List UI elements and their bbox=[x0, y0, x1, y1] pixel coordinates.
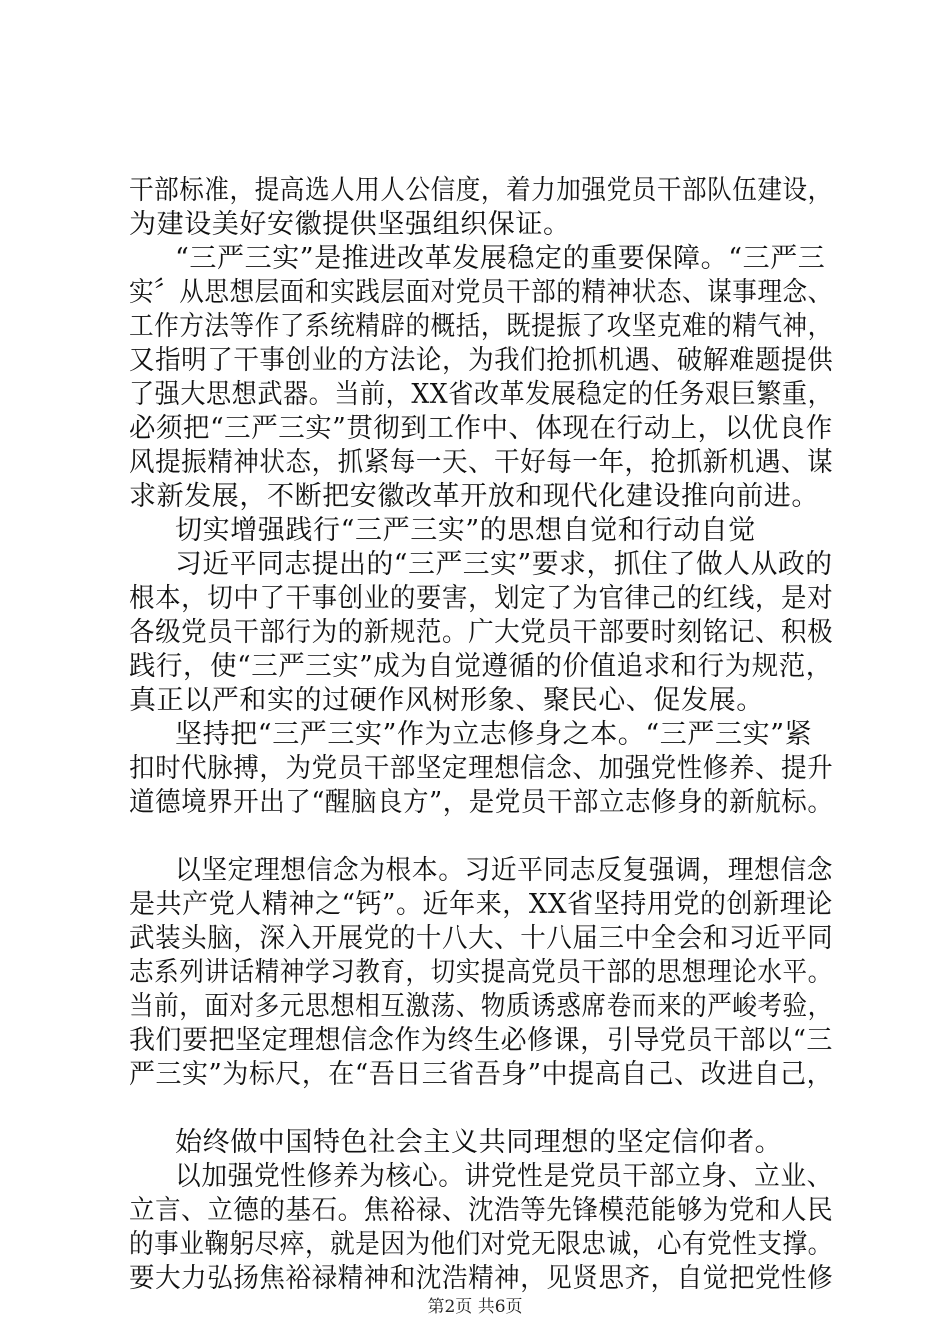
text-line: “三严三实”是推进改革发展稳定的重要保障。“三严三 bbox=[175, 243, 826, 274]
text-line: 我们要把坚定理想信念作为终生必修课，引导党员干部以“三 bbox=[129, 1025, 833, 1056]
text-line: 干部标准，提高选人用人公信度，着力加强党员干部队伍建设， bbox=[129, 175, 833, 206]
text-line: 严三实”为标尺，在“吾日三省吾身”中提高自己、改进自己， bbox=[129, 1059, 834, 1090]
text-line: 又指明了干事创业的方法论，为我们抢抓机遇、破解难题提供 bbox=[129, 345, 834, 376]
text-line: 工作方法等作了系统精辟的概括，既提振了攻坚克难的精气神， bbox=[129, 311, 833, 342]
section-heading: 切实增强践行“三严三实”的思想自觉和行动自觉 bbox=[175, 515, 756, 546]
text-line: 各级党员干部行为的新规范。广大党员干部要时刻铭记、积极 bbox=[129, 617, 834, 648]
text-line: 实〞从思想层面和实践层面对党员干部的精神状态、谋事理念、 bbox=[129, 277, 833, 308]
text-line: 武装头脑，深入开展党的十八大、十八届三中全会和习近平同 bbox=[129, 923, 834, 954]
text-line: 真正以严和实的过硬作风树形象、聚民心、促发展。 bbox=[129, 685, 764, 716]
text-line: 立言、立德的基石。焦裕禄、沈浩等先锋模范能够为党和人民 bbox=[129, 1195, 834, 1226]
text-line: 志系列讲话精神学习教育，切实提高党员干部的思想理论水平。 bbox=[129, 957, 833, 988]
text-line: 始终做中国特色社会主义共同理想的坚定信仰者。 bbox=[175, 1127, 783, 1158]
text-line: 要大力弘扬焦裕禄精神和沈浩精神，见贤思齐，自觉把党性修 bbox=[129, 1263, 834, 1294]
text-line: 根本，切中了干事创业的要害，划定了为官律己的红线，是对 bbox=[129, 583, 834, 614]
text-line: 扣时代脉搏，为党员干部坚定理想信念、加强党性修养、提升 bbox=[129, 753, 834, 784]
text-line: 了强大思想武器。当前，XX省改革发展稳定的任务艰巨繁重， bbox=[129, 379, 834, 410]
text-line: 践行，使“三严三实”成为自觉遵循的价值追求和行为规范， bbox=[129, 651, 833, 682]
text-line: 求新发展，不断把安徽改革开放和现代化建设推向前进。 bbox=[129, 481, 819, 512]
text-line: 以加强党性修养为核心。讲党性是党员干部立身、立业、 bbox=[175, 1161, 833, 1192]
text-line: 风提振精神状态，抓紧每一天、干好每一年，抢抓新机遇、谋 bbox=[129, 447, 834, 478]
text-line: 坚持把“三严三实”作为立志修身之本。“三严三实”紧 bbox=[175, 719, 813, 750]
text-line: 道德境界开出了“醒脑良方”，是党员干部立志修身的新航标。 bbox=[129, 787, 834, 818]
text-line: 以坚定理想信念为根本。习近平同志反复强调，理想信念 bbox=[175, 855, 833, 886]
text-line: 习近平同志提出的“三严三实”要求，抓住了做人从政的 bbox=[175, 549, 833, 580]
text-line: 必须把“三严三实”贯彻到工作中、体现在行动上，以优良作 bbox=[129, 413, 833, 444]
text-line: 的事业鞠躬尽瘁，就是因为他们对党无限忠诚，心有党性支撑。 bbox=[129, 1229, 833, 1260]
text-line: 当前，面对多元思想相互激荡、物质诱惑席卷而来的严峻考验， bbox=[129, 991, 833, 1022]
page-number-footer: 第2页 共6页 bbox=[427, 1297, 523, 1317]
text-line: 为建设美好安徽提供坚强组织保证。 bbox=[129, 209, 571, 240]
text-line: 是共产党人精神之“钙”。近年来，XX省坚持用党的创新理论 bbox=[129, 889, 833, 920]
